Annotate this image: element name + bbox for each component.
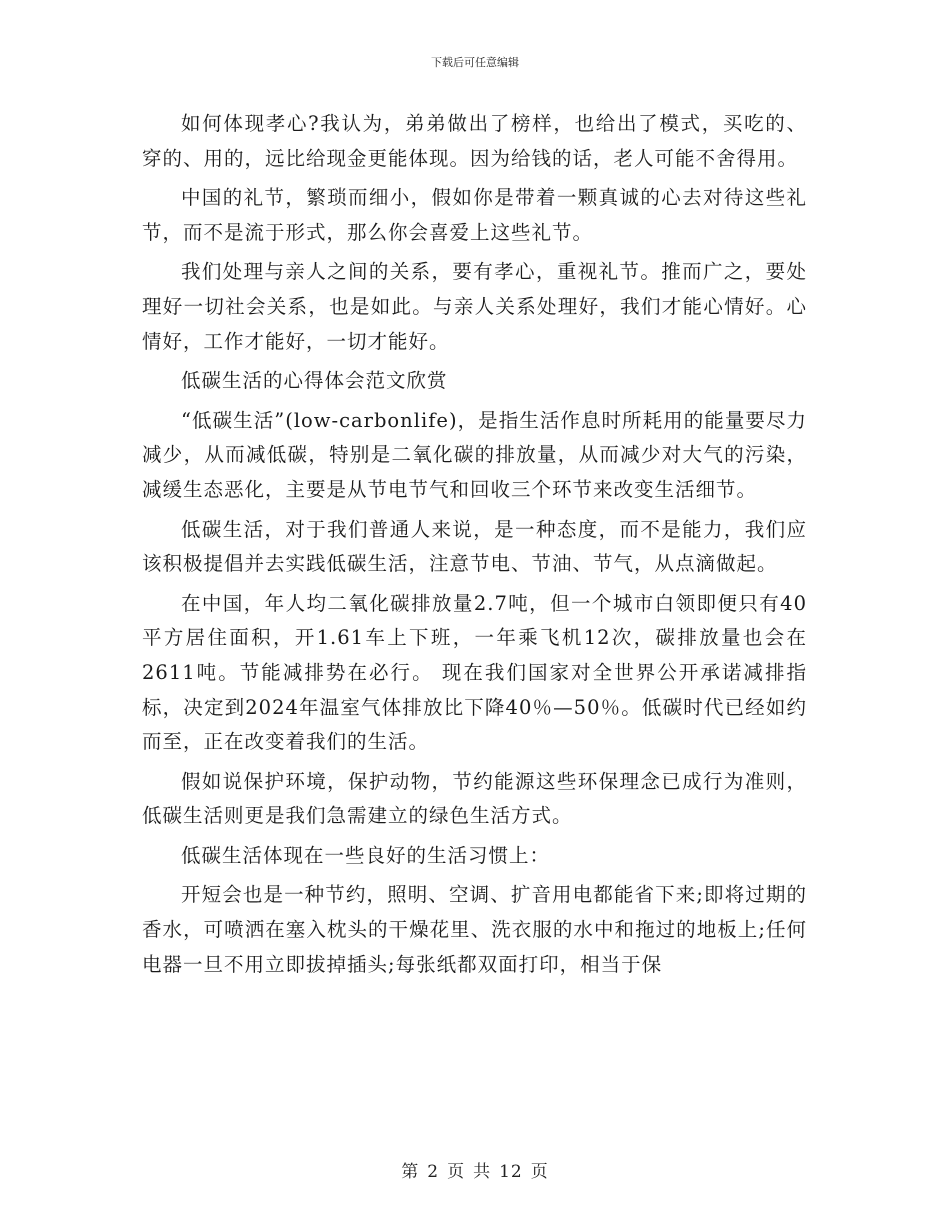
footer-page-label: 页 [447,1162,466,1182]
paragraph-saving-tips: 开短会也是一种节约，照明、空调、扩音用电都能省下来;即将过期的香水，可喷洒在塞入枕头的干燥花里、洗衣服的水中和拖过的地板上;任何电器一旦不用立即拔掉插头;每张纸都双面打印，相当于保 [142,883,807,976]
footer-total-label: 共 [473,1162,492,1182]
current-page-number: 2 [427,1162,440,1182]
paragraph-habits-intro: 低碳生活体现在一些良好的生活习惯上： [181,843,551,867]
paragraph-filial-piety: 如何体现孝心?我认为，弟弟做出了榜样，也给出了模式，买吃的、穿的、用的，远比给现金更能体现。因为给钱的话，老人可能不舍得用。 [142,112,807,170]
total-page-count: 12 [499,1162,523,1182]
page-header: 下载后可任意编辑 [431,56,519,69]
document-body [142,107,807,987]
paragraph-emissions-statistics: 在中国，年人均二氧化碳排放量2.7吨，但一个城市白领即便只有40平方居住面积，开1.61车上下班，一年乘飞机12次，碳排放量也会在2611吨。节能减排势在必行。 现在我们国家对全世界公开承诺减排指标，决定到2024年温室气体排放比下降40％—50％。低碳时代已经如约而至，正在改变着我们的生活。 [142,591,807,754]
paragraph-chinese-etiquette: 中国的礼节，繁琐而细小，假如你是带着一颗真诚的心去对待这些礼节，而不是流于形式，那么你会喜爱上这些礼节。 [142,186,807,244]
section-title: 低碳生活的心得体会范文欣赏 [181,369,448,393]
paragraph-environmental-concepts: 假如说保护环境，保护动物，节约能源这些环保理念已成行为准则，低碳生活则更是我们急需建立的绿色生活方式。 [142,769,807,828]
footer-suffix: 页 [530,1162,549,1182]
paragraph-low-carbon-definition: “低碳生活”(low-carbonlife)，是指生活作息时所耗用的能量要尽力减少，从而减低碳，特别是二氧化碳的排放量，从而减少对大气的污染，减缓生态恶化，主要是从节电节气和回收三个环节来改变生活细节。 [142,408,807,501]
paragraph-family-relations: 我们处理与亲人之间的关系，要有孝心，重视礼节。推而广之，要处理好一切社会关系，也是如此。与亲人关系处理好，我们才能心情好。心情好，工作才能好，一切才能好。 [142,260,807,353]
footer-prefix: 第 [401,1162,420,1182]
paragraph-low-carbon-attitude: 低碳生活，对于我们普通人来说，是一种态度，而不是能力，我们应该积极提倡并去实践低碳生活，注意节电、节油、节气，从点滴做起。 [142,517,807,576]
page-footer [0,1157,950,1182]
